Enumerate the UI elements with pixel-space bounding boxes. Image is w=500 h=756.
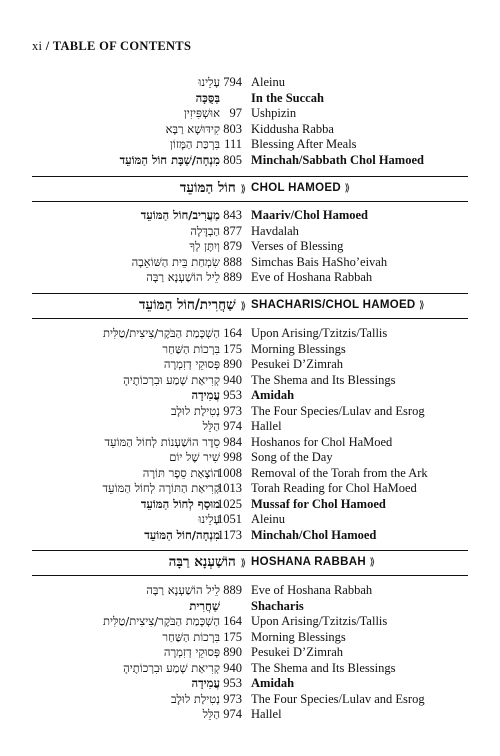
toc-entry-english: Upon Arising/Tzitzis/Tallis [251,614,388,628]
toc-entry-page: 175 [223,629,242,644]
toc-entry-english: Amidah [251,676,295,690]
toc-entry-hebrew: וְיִתֶּן לְךָ [189,239,220,253]
toc-entry-hebrew: בִּרְכַּת הַמָּזוֹן [170,137,220,151]
toc-entry-english: The Four Species/Lulav and Esrog [251,403,425,418]
toc-entry-page: 998 [223,450,242,464]
toc-entry-hebrew: עֲמִידָה [191,388,220,402]
toc-entry-english: Minchah/Chol Hamoed [251,527,377,542]
toc-entry [0,153,500,169]
toc-entry [0,583,500,599]
toc-entry-english: Morning Blessings [251,629,346,644]
toc-entry-hebrew: פְּסוּקֵי דְזִמְרָה [163,357,220,371]
toc-entry-english: Aleinu [251,512,286,526]
toc-entry-hebrew: נְטִילַת לוּלָב [171,403,220,418]
toc-entry-english: Havdalah [251,223,299,238]
toc-entry [0,373,500,389]
toc-entry-page: 877 [223,223,242,238]
toc-entry-page: 1025 [217,496,242,511]
toc-entry-english: Maariv/Chol Hamoed [251,208,369,222]
toc-entry-hebrew: בַּסֻּכָּה [195,90,220,105]
section-header-hebrew-text: הוֹשַׁעְנָא רַבָּה [168,554,236,570]
toc-entry-hebrew: עֲמִידָה [191,676,220,690]
toc-entry-hebrew: פְּסוּקֵי דְזִמְרָה [163,645,220,659]
toc-entry-page: 888 [223,254,242,269]
toc-entry-english: Simchas Bais HaSho’eivah [251,254,388,269]
toc-entry [0,208,500,224]
section-header-english [251,182,350,194]
toc-entry-hebrew: הַשְׁכָּמַת הַבֹּקֶר/צִיצִית/טַלִּית [102,614,220,628]
toc-entry [0,224,500,240]
toc-entry-hebrew: לֵיל הוֹשַׁעְנָא רַבָּה [146,270,220,284]
page-number: xi [32,39,43,53]
toc-entry-english: In the Succah [251,90,324,105]
toc-entry-hebrew: בִּרְכוֹת הַשַּׁחַר [162,629,220,644]
toc-entry [0,75,500,91]
ornament-icon: ⟫ [344,183,351,194]
toc-entry-page: 164 [223,614,242,628]
toc-entry [0,707,500,723]
toc-entry [0,599,500,615]
ornament-icon: ⟫ [369,557,376,568]
ornament-icon: ⟪ [240,184,246,195]
toc-entry-hebrew: הַלֵּל [202,419,220,433]
toc-entry-page: 97 [229,106,242,120]
toc-entry [0,342,500,358]
toc-entry-page: 984 [223,434,242,449]
toc-entry-hebrew: סֵדֶר הוֹשַׁעְנוֹת לְחוֹל הַמּוֹעֵד [104,434,220,449]
toc-entry-hebrew: קְרִיאַת שְׁמַע וּבִרְכוֹתֶיהָ [123,660,220,675]
toc-entry-hebrew: שִׂמְחַת בֵּית הַשּׁוֹאֵבָה [131,254,220,269]
toc-entry-english: Song of the Day [251,450,333,464]
toc-group-hoshana-rabbah [0,583,500,723]
toc-entry [0,466,500,482]
toc-entry-hebrew: שִׁיר שֶׁל יוֹם [169,450,220,464]
running-head-title: TABLE OF CONTENTS [52,39,192,53]
toc-entry-english: Aleinu [251,75,286,89]
toc-entry-hebrew: הַלֵּל [202,707,220,721]
toc-entry-hebrew: קְרִיאַת שְׁמַע וּבִרְכוֹתֶיהָ [123,372,220,387]
toc-entry [0,497,500,513]
toc-entry-english: The Shema and Its Blessings [251,372,396,387]
toc-entry [0,481,500,497]
toc-group-chol-hamoed [0,208,500,286]
toc-entry [0,661,500,677]
toc-entry-english: Morning Blessings [251,341,346,356]
section-header-english-text: HOSHANA RABBAH [251,556,366,568]
toc-entry-english: Shacharis [251,598,304,613]
toc-entry-hebrew: עָלֵינוּ [198,75,220,89]
toc-entry-hebrew: עָלֵינוּ [198,512,220,526]
toc-entry [0,512,500,528]
toc-entry-page: 940 [223,372,242,387]
section-header-shacharis-chol-hamoed [32,293,468,319]
toc-entry-english: Pesukei D’Zimrah [251,357,343,371]
toc-entry [0,676,500,692]
ornament-icon: ⟪ [240,301,246,312]
toc-entry-hebrew: מַעֲרִיב/חוֹל הַמּוֹעֵד [140,208,220,222]
toc-entry-hebrew: הַבְדָּלָה [190,223,220,238]
toc-entry-hebrew: אוּשְׁפִּיזִין [183,106,220,120]
toc-entry [0,357,500,373]
toc-entry-page: 890 [223,645,242,659]
toc-entry [0,450,500,466]
toc-entry-hebrew: הוֹצָאַת סֵפֶר תּוֹרָה [142,465,220,480]
section-header-english [251,299,425,311]
toc-group-shacharis-chol-hamoed [0,326,500,543]
toc-entry-page: 164 [223,326,242,340]
toc-entry-page: 889 [223,270,242,284]
toc-entry-hebrew: מוּסָף לְחוֹל הַמּוֹעֵד [140,496,220,511]
toc-entry-page: 953 [223,388,242,402]
running-head [32,39,191,54]
toc-entry-page: 940 [223,660,242,675]
toc-entry-english: Eve of Hoshana Rabbah [251,583,373,597]
toc-entry-hebrew: מִנְחָה/שַׁבָּת חוֹל הַמּוֹעֵד [119,152,220,167]
toc-entry-english: Kiddusha Rabba [251,121,334,136]
toc-entry-english: Pesukei D’Zimrah [251,645,343,659]
toc-entry-hebrew: נְטִילַת לוּלָב [171,691,220,706]
toc-entry-hebrew: קְרִיאַת הַתּוֹרָה לְחוֹל הַמּוֹעֵד [102,481,220,495]
toc-entry-page: 974 [223,707,242,721]
toc-entry-english: Amidah [251,388,295,402]
toc-entry [0,404,500,420]
ornament-icon: ⟪ [240,558,246,569]
toc-entry-english: The Four Species/Lulav and Esrog [251,691,425,706]
toc-entry [0,122,500,138]
toc-entry [0,645,500,661]
toc-entry-page: 890 [223,357,242,371]
section-header-hebrew-text: שַׁחֲרִית/חוֹל הַמּוֹעֵד [139,297,236,313]
toc-entry [0,388,500,404]
toc-entry [0,528,500,544]
toc-entry [0,106,500,122]
toc-entry-english: Blessing After Meals [251,137,357,151]
toc-entry-english: Minchah/Sabbath Chol Hamoed [251,152,424,167]
section-header-hoshana-rabbah [32,550,468,576]
toc-entry-page: 953 [223,676,242,690]
toc-entry-hebrew: בִּרְכוֹת הַשַּׁחַר [162,341,220,356]
toc-entry-hebrew: שַׁחֲרִית [189,598,220,613]
toc-entry-page: 974 [223,419,242,433]
section-header-hebrew-text: חוֹל הַמּוֹעֵד [179,180,236,196]
toc-entry-hebrew: מִנְחָה/חוֹל הַמּוֹעֵד [144,527,220,542]
toc-entry-page: 1051 [217,512,242,526]
toc-entry [0,255,500,271]
toc-entry-page: 973 [223,403,242,418]
section-header-english-text: CHOL HAMOED [251,182,341,194]
toc-entry [0,91,500,107]
toc-entry-hebrew: קִידּוּשָׁא רַבָּא [165,121,220,136]
toc-entry-english: Mussaf for Chol Hamoed [251,496,386,511]
toc-entry-page: 843 [223,208,242,222]
toc-entry [0,419,500,435]
toc-entry-page: 794 [223,75,242,89]
toc-entry-page: 803 [223,121,242,136]
toc-entry [0,326,500,342]
toc-entry-english: Ushpizin [251,106,297,120]
toc-entry-english: The Shema and Its Blessings [251,660,396,675]
toc-entry-page: 879 [223,239,242,253]
section-header-english-text: SHACHARIS/CHOL HAMOED [251,299,416,311]
toc-entry-english: Hallel [251,419,282,433]
toc-entry-page: 805 [223,152,242,167]
toc-entry [0,137,500,153]
toc-entry-page: 1013 [217,481,242,495]
toc-entry-english: Hoshanos for Chol HaMoed [251,434,393,449]
toc-entry-page: 175 [223,341,242,356]
toc-entry-page: 111 [224,137,242,151]
toc-entry-page: 889 [223,583,242,597]
toc-entry [0,630,500,646]
toc-entry-english: Hallel [251,707,282,721]
toc-entry-english: Removal of the Torah from the Ark [251,465,428,480]
toc-entry-hebrew: לֵיל הוֹשַׁעְנָא רַבָּה [146,583,220,597]
ornament-icon: ⟫ [419,300,425,311]
section-header-hebrew [169,554,246,570]
toc-entry-page: 1008 [217,465,242,480]
toc-entry-english: Upon Arising/Tzitzis/Tallis [251,326,388,340]
toc-entry-english: Eve of Hoshana Rabbah [251,270,373,284]
toc-entry-hebrew: הַשְׁכָּמַת הַבֹּקֶר/צִיצִית/טַלִּית [102,326,220,340]
toc-entry [0,270,500,286]
toc-entry [0,239,500,255]
toc-entry-page: 1173 [217,527,242,542]
toc-entry [0,614,500,630]
running-head-separator: / [42,39,53,53]
toc-entry [0,692,500,708]
toc-entry-english: Verses of Blessing [251,239,344,253]
section-header-chol-hamoed [32,176,468,202]
section-header-english [251,556,375,568]
toc-group-succah [0,75,500,168]
toc-entry-page: 973 [223,691,242,706]
section-header-hebrew [139,297,246,313]
toc-entry [0,435,500,451]
section-header-hebrew [180,180,246,196]
toc-entry-english: Torah Reading for Chol HaMoed [251,481,417,495]
